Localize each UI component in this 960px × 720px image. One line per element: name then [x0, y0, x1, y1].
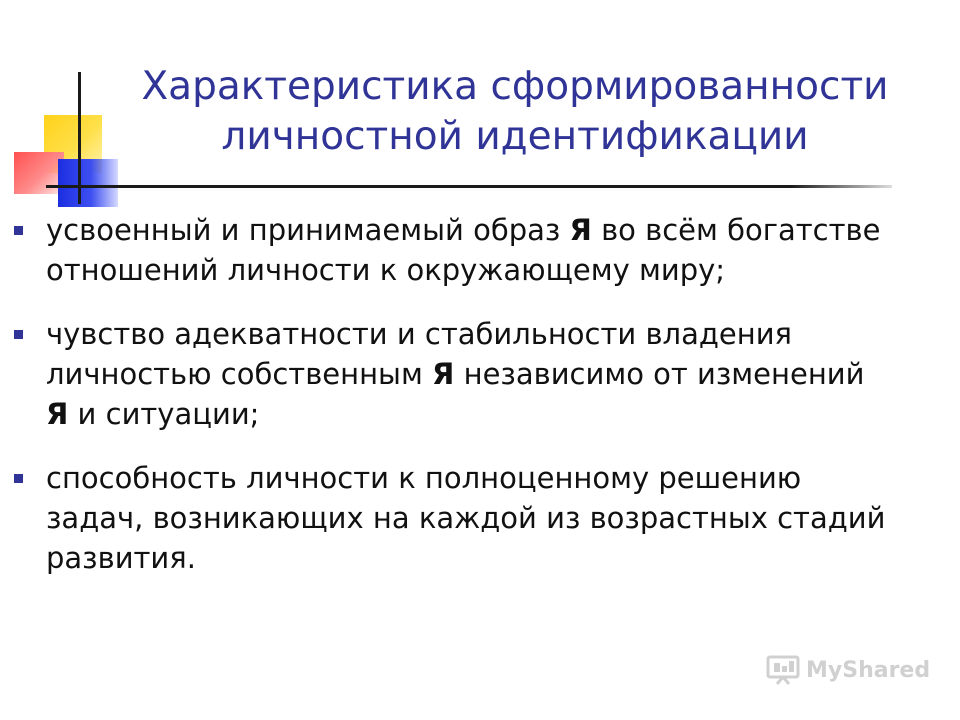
slide-title	[90, 62, 940, 162]
bullet-list	[14, 210, 894, 602]
presentation-board-icon	[766, 655, 800, 685]
decor-blue-square	[58, 159, 118, 207]
bullet-text: способность личности к полноценному решению задач, возникающих на каждой из возрастных стадий развития.	[46, 461, 886, 575]
bullet-marker-icon	[14, 226, 23, 235]
decor-horizontal-line	[46, 185, 892, 188]
bullet-text: усвоенный и принимаемый образ Я во всём богатстве отношений личности к окружающему миру;	[46, 213, 881, 287]
bullet-item	[14, 210, 894, 290]
bullet-item	[14, 314, 894, 434]
watermark-text: MyShared	[806, 657, 931, 683]
bullet-marker-icon	[14, 330, 23, 339]
bullet-item	[14, 458, 894, 578]
bullet-marker-icon	[14, 474, 23, 483]
watermark	[766, 655, 930, 685]
bullet-text: чувство адекватности и стабильности владения личностью собственным Я независимо от изменений Я и ситуации;	[46, 317, 865, 431]
slide-title-line-2: личностной идентификации	[221, 114, 809, 159]
slide-title-line-1: Характеристика сформированности	[141, 64, 889, 109]
